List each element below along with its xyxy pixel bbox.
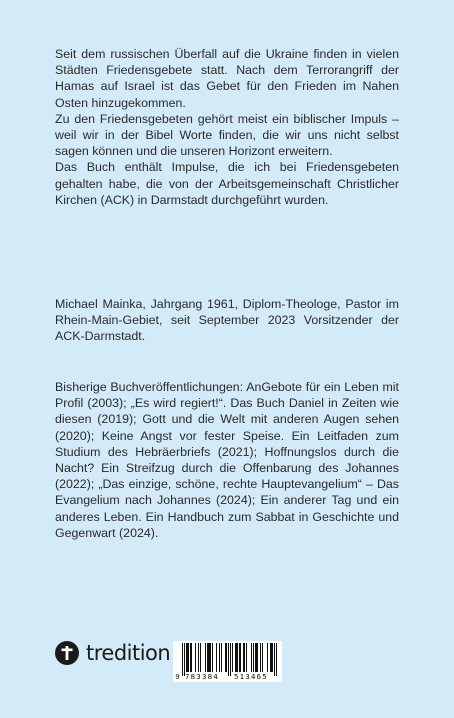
barcode-bar <box>237 643 238 672</box>
barcode-digits-right: 513465 <box>234 672 268 681</box>
barcode-bar <box>262 643 263 672</box>
blurb-paragraph-2: Zu den Friedensgebeten gehört meist ein biblischer Impuls – weil wir in der Bibel Worte finden, die wir uns nicht selbst sagen können und die unseren Horizont erweitern. <box>55 111 399 159</box>
barcode-bar <box>212 643 213 672</box>
barcode-bar <box>208 643 209 672</box>
publisher-name: tredition <box>86 641 171 665</box>
barcode-bar <box>260 643 261 672</box>
barcode-bar <box>186 643 187 672</box>
barcode-bar <box>225 643 226 672</box>
barcode-bar <box>239 643 240 672</box>
barcode-bar <box>255 643 256 672</box>
author-section <box>55 296 399 345</box>
barcode-bar <box>270 643 271 672</box>
barcode-bar <box>244 643 245 672</box>
blurb-paragraph-3: Das Buch enthält Impulse, die ich bei Friedensgebeten gehalten habe, die von der Arbeitsgemeinschaft Christlicher Kirchen (ACK) in Darmstadt durchgeführt wurden. <box>55 160 399 207</box>
barcode-bar <box>195 643 196 672</box>
publisher-logo <box>55 640 170 666</box>
barcode-bar <box>188 643 189 672</box>
barcode-bar <box>236 643 237 672</box>
blurb-section <box>55 46 399 208</box>
author-bio: Michael Mainka, Jahrgang 1961, Diplom-Theologe, Pastor im Rhein-Main-Gebiet, seit September 2023 Vorsitzender der ACK-Darmstadt. <box>55 297 399 344</box>
barcode-bar <box>243 643 244 672</box>
barcode-bar <box>232 643 233 672</box>
barcode-bar <box>271 643 272 672</box>
publications-section <box>55 379 399 541</box>
barcode-bar <box>257 643 258 672</box>
barcode-bar <box>251 643 252 672</box>
barcode-bar <box>205 643 206 672</box>
barcode-digits <box>173 672 282 681</box>
barcode-bar <box>210 643 211 672</box>
barcode-bar <box>187 643 188 672</box>
barcode-bar <box>256 643 257 672</box>
tredition-logo-icon <box>55 641 79 665</box>
barcode-bar <box>200 643 201 672</box>
barcode-bar <box>207 643 208 672</box>
barcode-bar <box>253 643 254 672</box>
barcode-bar <box>190 643 191 672</box>
barcode-bar <box>235 643 236 672</box>
publications-list: Bisherige Buchveröffentlichungen: AnGebote für ein Leben mit Profil (2003); „Es wird regiert!“. Das Buch Daniel in Zeiten wie diesen (2019); Gott und die Welt mit anderen Augen sehen (2020); Keine Angst vor fester Speise. Ein Leitfaden zum Studium des Hebräerbriefs (2021); Hoffnungslos durch die Nacht? Ein Streifzug durch die Offenbarung des Johannes (2022); „Das einzige, schöne, rechte Hauptevangelium“ – Das Evangelium nach Johannes (2024); Ein anderer Tag und ein anderes Leben. Ein Handbuch zum Sabbat in Geschichte und Gegenwart (2024). <box>55 380 399 540</box>
barcode-digit-first: 9 <box>175 672 180 681</box>
barcode-digits-left: 783384 <box>185 672 219 681</box>
barcode-bar <box>267 643 268 672</box>
barcode-bar <box>272 643 273 672</box>
barcode-bar <box>246 643 247 672</box>
barcode-bar <box>221 643 222 672</box>
barcode-bar <box>198 643 199 672</box>
barcode-bar <box>219 643 220 672</box>
isbn-barcode <box>173 641 282 682</box>
barcode-bar <box>216 643 217 672</box>
barcode-bar <box>209 643 210 672</box>
blurb-paragraph-1: Seit dem russischen Überfall auf die Ukraine finden in vielen Städten Friedensgebete statt. Nach dem Terrorangriff der Hamas auf Israel ist das Gebet für den Frieden im Nahen Osten hinzugekommen. <box>55 47 399 110</box>
barcode-bar <box>226 643 227 672</box>
barcode-bar <box>191 643 192 672</box>
barcode-bar <box>240 643 241 672</box>
